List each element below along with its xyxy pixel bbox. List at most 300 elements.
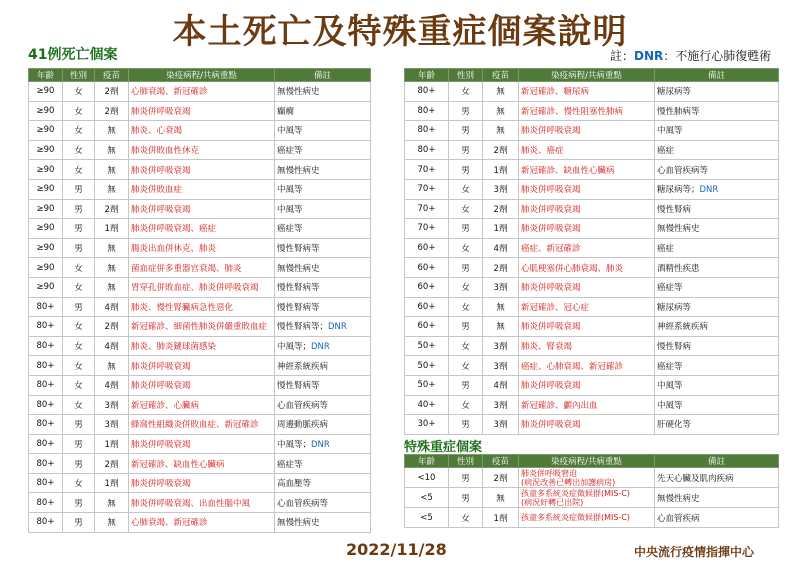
cell-disease: 肺炎併呼吸衰竭 xyxy=(129,375,275,395)
cell-disease: 肺炎併呼吸衰竭 xyxy=(519,375,655,395)
cell-vaccine: 無 xyxy=(95,160,129,180)
remark-text: 無慢性病史 xyxy=(277,165,320,176)
cell-disease: 肺炎併呼吸衰竭 xyxy=(129,101,275,121)
remark-text: 中風等； xyxy=(277,342,312,353)
cell-sex: 男 xyxy=(63,493,95,513)
remark-text: 神經系統疾病 xyxy=(657,322,709,333)
cell-remark xyxy=(655,238,779,258)
remark-text: 慢性腎病等 xyxy=(277,302,320,313)
cell-remark: 無慢性病史 xyxy=(655,488,779,508)
cell-remark xyxy=(275,199,371,219)
cell-age: ≥90 xyxy=(29,258,63,278)
cell-remark xyxy=(275,317,371,337)
cell-age: 80+ xyxy=(29,375,63,395)
cell-sex: 女 xyxy=(449,238,483,258)
cell-remark xyxy=(655,219,779,239)
cell-disease xyxy=(519,508,655,528)
cell-vaccine: 2劑 xyxy=(483,468,519,488)
table-row xyxy=(405,415,779,435)
header-remark: 備註 xyxy=(655,69,779,82)
cell-disease: 肺炎併呼吸衰竭 xyxy=(129,199,275,219)
cell-vaccine: 2劑 xyxy=(95,454,129,474)
cell-age: 60+ xyxy=(405,297,449,317)
cell-disease: 肺炎、心衰竭 xyxy=(129,121,275,141)
cell-sex: 女 xyxy=(449,179,483,199)
header-vaccine: 疫苗 xyxy=(95,69,129,82)
cell-sex: 男 xyxy=(63,219,95,239)
cell-sex: 男 xyxy=(449,317,483,337)
table-row xyxy=(405,336,779,356)
cell-sex: 女 xyxy=(63,82,95,102)
page-title: 本土死亡及特殊重症個案說明 xyxy=(172,12,628,52)
cell-remark: 心血管疾病 xyxy=(655,508,779,528)
cell-age: ≥90 xyxy=(29,219,63,239)
cell-disease: 蜂窩性組織炎併敗血症、新冠確診 xyxy=(129,415,275,435)
cell-vaccine: 3劑 xyxy=(95,415,129,435)
table-row xyxy=(405,219,779,239)
cell-disease: 胃穿孔併敗血症、肺炎併呼吸衰竭 xyxy=(129,277,275,297)
cell-sex: 男 xyxy=(449,488,483,508)
disease-line: (病況好轉已出院) xyxy=(521,497,584,507)
cell-remark xyxy=(275,160,371,180)
cell-age: ≥90 xyxy=(29,140,63,160)
special-row xyxy=(405,488,779,508)
table-row xyxy=(29,513,371,533)
cell-disease: 肺炎併呼吸衰竭 xyxy=(129,160,275,180)
header-age: 年齡 xyxy=(29,69,63,82)
cell-remark xyxy=(275,238,371,258)
remark-text: 中風等 xyxy=(277,126,303,137)
cell-vaccine: 無 xyxy=(483,297,519,317)
remark-text: 心血管疾病等 xyxy=(277,400,329,411)
cell-sex: 男 xyxy=(449,140,483,160)
cell-vaccine: 無 xyxy=(95,493,129,513)
table-row xyxy=(29,82,371,102)
cell-age: <10 xyxy=(405,468,449,488)
remark-text: 中風等 xyxy=(657,400,683,411)
table-row xyxy=(405,277,779,297)
header-vaccine: 疫苗 xyxy=(483,455,519,468)
remark-text: 糖尿病等 xyxy=(657,302,692,313)
cell-age: ≥90 xyxy=(29,277,63,297)
cell-sex: 女 xyxy=(63,473,95,493)
dnr-tag: DNR xyxy=(311,439,330,450)
cell-age: 80+ xyxy=(405,121,449,141)
cell-disease: 新冠確診、心臟病 xyxy=(129,395,275,415)
cell-disease: 新冠確診、顱內出血 xyxy=(519,395,655,415)
table-row xyxy=(405,317,779,337)
cell-remark xyxy=(655,277,779,297)
table-row xyxy=(29,297,371,317)
cell-sex: 女 xyxy=(63,317,95,337)
report-date: 2022/11/28 xyxy=(346,540,447,559)
cell-sex: 女 xyxy=(449,356,483,376)
cell-disease: 肺炎併呼吸衰竭 xyxy=(519,277,655,297)
death-cases-table-right xyxy=(404,68,779,435)
table-row xyxy=(405,121,779,141)
remark-text: 肝硬化等 xyxy=(657,420,692,431)
remark-text: 無慢性病史 xyxy=(277,87,320,98)
cell-remark xyxy=(655,336,779,356)
table-row xyxy=(29,179,371,199)
cell-remark xyxy=(275,277,371,297)
remark-text: 慢性腎病等 xyxy=(277,283,320,294)
cell-vaccine: 無 xyxy=(95,121,129,141)
cell-sex: 男 xyxy=(449,219,483,239)
cell-age: <5 xyxy=(405,508,449,528)
cell-sex: 女 xyxy=(449,395,483,415)
cell-sex: 男 xyxy=(63,454,95,474)
cell-disease: 肺炎併敗血症 xyxy=(129,179,275,199)
table-row xyxy=(29,356,371,376)
cell-vaccine: 3劑 xyxy=(483,395,519,415)
remark-text: 慢性腎病等 xyxy=(277,244,320,255)
cell-age: 30+ xyxy=(405,415,449,435)
issuer-name: 中央流行疫情指揮中心 xyxy=(634,545,755,559)
header-disease: 染疫病程/共病重點 xyxy=(129,69,275,82)
cell-vaccine: 2劑 xyxy=(95,199,129,219)
cell-age: 80+ xyxy=(29,395,63,415)
header-sex: 性別 xyxy=(63,69,95,82)
cell-remark xyxy=(275,101,371,121)
cell-disease: 肺炎併呼吸衰竭、癌症 xyxy=(129,219,275,239)
cell-remark xyxy=(275,297,371,317)
dnr-tag: DNR xyxy=(311,342,330,353)
cell-vaccine: 1劑 xyxy=(483,160,519,180)
cell-remark xyxy=(275,219,371,239)
table-row xyxy=(405,82,779,102)
cell-age: 60+ xyxy=(405,238,449,258)
cell-sex: 男 xyxy=(63,434,95,454)
cell-remark xyxy=(275,415,371,435)
cell-disease: 心肺衰竭、新冠確診 xyxy=(129,513,275,533)
cell-disease xyxy=(519,488,655,508)
cell-vaccine: 3劑 xyxy=(483,415,519,435)
remark-text: 中風等 xyxy=(657,126,683,137)
cell-sex: 男 xyxy=(63,513,95,533)
table-row xyxy=(29,434,371,454)
remark-text: 心血管疾病等 xyxy=(277,498,329,509)
death-cases-table-left xyxy=(28,68,371,533)
table-header-row xyxy=(405,69,779,82)
cell-sex: 男 xyxy=(449,415,483,435)
dnr-tag: DNR xyxy=(699,185,719,196)
cell-sex: 女 xyxy=(63,277,95,297)
cell-vaccine: 3劑 xyxy=(483,179,519,199)
special-row xyxy=(405,508,779,528)
cell-sex: 女 xyxy=(63,101,95,121)
cell-age: 50+ xyxy=(405,336,449,356)
disease-line: 孩童多系統炎症徵候群(MIS-C) xyxy=(521,488,631,498)
cell-age: 80+ xyxy=(29,454,63,474)
cell-disease: 肺炎併呼吸衰竭 xyxy=(129,356,275,376)
cell-sex: 男 xyxy=(449,101,483,121)
cell-disease: 新冠確診、缺血性心臟病 xyxy=(519,160,655,180)
cell-vaccine: 無 xyxy=(95,179,129,199)
remark-text: 心血管疾病等 xyxy=(657,165,709,176)
cell-remark xyxy=(275,140,371,160)
cell-vaccine: 2劑 xyxy=(95,317,129,337)
cell-vaccine: 3劑 xyxy=(483,336,519,356)
table-header-row xyxy=(29,69,371,82)
cell-vaccine: 4劑 xyxy=(95,336,129,356)
cell-remark xyxy=(655,356,779,376)
remark-text: 周邊動脈疾病 xyxy=(277,420,329,431)
cell-disease: 新冠確診、缺血性心臟病 xyxy=(129,454,275,474)
cell-sex: 女 xyxy=(63,356,95,376)
table-row xyxy=(29,277,371,297)
cell-disease: 新冠確診、細菌性肺炎併嚴重敗血症 xyxy=(129,317,275,337)
cell-disease: 腸炎出血併休克、肺炎 xyxy=(129,238,275,258)
cell-remark xyxy=(655,199,779,219)
table-row xyxy=(405,258,779,278)
cell-sex: 女 xyxy=(449,277,483,297)
dnr-tag: DNR xyxy=(328,322,347,333)
cell-vaccine: 無 xyxy=(95,277,129,297)
cell-vaccine: 1劑 xyxy=(483,219,519,239)
cell-vaccine: 無 xyxy=(95,140,129,160)
cell-remark xyxy=(655,395,779,415)
cell-remark xyxy=(275,82,371,102)
header-disease: 染疫病程/共病重點 xyxy=(519,69,655,82)
remark-text: 糖尿病等 xyxy=(657,87,692,98)
cell-disease: 肺炎併呼吸衰竭 xyxy=(519,219,655,239)
cell-sex: 男 xyxy=(63,238,95,258)
cell-age: 80+ xyxy=(405,140,449,160)
cell-disease: 肺炎併呼吸衰竭 xyxy=(519,415,655,435)
cell-vaccine: 無 xyxy=(95,238,129,258)
cell-vaccine: 1劑 xyxy=(95,219,129,239)
header-age: 年齡 xyxy=(405,455,449,468)
remark-text: 癌症等 xyxy=(657,283,683,294)
cell-age: 80+ xyxy=(29,434,63,454)
cell-sex: 女 xyxy=(63,160,95,180)
table-row xyxy=(29,317,371,337)
cell-remark xyxy=(275,356,371,376)
cell-sex: 女 xyxy=(63,336,95,356)
cell-sex: 男 xyxy=(63,179,95,199)
cell-sex: 男 xyxy=(449,375,483,395)
cell-disease: 心肺衰竭、新冠確診 xyxy=(129,82,275,102)
cell-vaccine: 3劑 xyxy=(483,356,519,376)
table-row xyxy=(29,415,371,435)
cell-vaccine: 無 xyxy=(483,82,519,102)
cell-remark: 先天心臟及肌肉疾病 xyxy=(655,468,779,488)
remark-text: 慢性腎病 xyxy=(657,342,692,353)
cell-vaccine: 無 xyxy=(483,101,519,121)
special-cases-title: 特殊重症個案 xyxy=(404,440,483,455)
cell-age: ≥90 xyxy=(29,238,63,258)
remark-text: 癌症等 xyxy=(277,146,303,157)
cell-age: 40+ xyxy=(405,395,449,415)
cell-sex: 女 xyxy=(449,508,483,528)
cell-disease: 肺炎、癌症 xyxy=(519,140,655,160)
cell-sex: 女 xyxy=(449,82,483,102)
cell-disease: 肺炎併呼吸衰竭 xyxy=(519,199,655,219)
cell-age: ≥90 xyxy=(29,160,63,180)
cell-vaccine: 1劑 xyxy=(95,434,129,454)
cell-sex: 女 xyxy=(449,336,483,356)
cell-remark xyxy=(655,82,779,102)
remark-text: 酒精性疾患 xyxy=(657,263,700,274)
death-cases-subtitle: 41例死亡個案 xyxy=(28,47,118,63)
cell-age: 60+ xyxy=(405,258,449,278)
cell-sex: 女 xyxy=(63,140,95,160)
remark-text: 中風等 xyxy=(657,381,683,392)
cell-age: 50+ xyxy=(405,356,449,376)
note-text: ：不施行心肺復甦術 xyxy=(663,49,772,63)
table-row xyxy=(29,493,371,513)
cell-remark xyxy=(275,258,371,278)
cell-vaccine: 無 xyxy=(483,488,519,508)
cell-vaccine: 4劑 xyxy=(95,297,129,317)
cell-age: ≥90 xyxy=(29,121,63,141)
cell-age: 80+ xyxy=(405,82,449,102)
cell-remark xyxy=(275,179,371,199)
cell-remark xyxy=(275,336,371,356)
cell-disease: 心肌梗塞併心肺衰竭、肺炎 xyxy=(519,258,655,278)
note-dnr: DNR xyxy=(634,49,664,63)
cell-remark xyxy=(655,415,779,435)
cell-disease: 肺炎併呼吸衰竭 xyxy=(129,434,275,454)
cell-remark xyxy=(275,121,371,141)
cell-remark xyxy=(275,473,371,493)
header-sex: 性別 xyxy=(449,455,483,468)
remark-text: 中風等 xyxy=(277,185,303,196)
disease-line: 肺炎併呼吸窘迫 xyxy=(521,468,577,478)
cell-vaccine: 無 xyxy=(95,356,129,376)
remark-text: 糖尿病等； xyxy=(657,185,700,196)
remark-text: 癌症等 xyxy=(657,361,683,372)
cell-disease: 癌症、心肺衰竭、新冠確診 xyxy=(519,356,655,376)
cell-age: 80+ xyxy=(29,513,63,533)
table-row xyxy=(405,101,779,121)
table-row xyxy=(29,238,371,258)
table-row xyxy=(29,375,371,395)
dnr-note xyxy=(610,47,771,64)
remark-text: 癌症 xyxy=(657,244,675,255)
remark-text: 癌症等 xyxy=(277,459,303,470)
cell-vaccine: 2劑 xyxy=(483,258,519,278)
table-row xyxy=(405,356,779,376)
cell-age: 80+ xyxy=(29,336,63,356)
table-row xyxy=(405,179,779,199)
cell-age: ≥90 xyxy=(29,101,63,121)
cell-disease: 肺炎併呼吸衰竭 xyxy=(519,179,655,199)
cell-remark xyxy=(275,395,371,415)
cell-sex: 男 xyxy=(63,199,95,219)
cell-remark xyxy=(275,513,371,533)
cell-sex: 男 xyxy=(449,160,483,180)
cell-vaccine: 4劑 xyxy=(483,238,519,258)
table-row xyxy=(405,297,779,317)
cell-age: 80+ xyxy=(29,317,63,337)
cell-age: 80+ xyxy=(29,297,63,317)
cell-age: 70+ xyxy=(405,179,449,199)
cell-age: 80+ xyxy=(29,473,63,493)
cell-vaccine: 3劑 xyxy=(483,277,519,297)
cell-vaccine: 1劑 xyxy=(95,473,129,493)
disease-line: 孩童多系統炎症徵候群(MIS-C) xyxy=(521,513,631,522)
cell-disease: 新冠確診、慢性阻塞性肺病 xyxy=(519,101,655,121)
cell-remark xyxy=(655,297,779,317)
cell-disease: 菌血症併多重器官衰竭、肺炎 xyxy=(129,258,275,278)
cell-age: ≥90 xyxy=(29,199,63,219)
table-row xyxy=(29,219,371,239)
cell-vaccine: 2劑 xyxy=(95,82,129,102)
remark-text: 中風等； xyxy=(277,439,312,450)
cell-disease: 癌症、新冠確診 xyxy=(519,238,655,258)
table-row xyxy=(29,258,371,278)
table-row xyxy=(29,160,371,180)
table-row xyxy=(29,395,371,415)
cell-vaccine: 2劑 xyxy=(95,101,129,121)
cell-vaccine: 3劑 xyxy=(95,395,129,415)
cell-sex: 女 xyxy=(63,258,95,278)
cell-sex: 男 xyxy=(63,415,95,435)
cell-sex: 女 xyxy=(63,375,95,395)
cell-disease: 肺炎併呼吸衰竭 xyxy=(519,317,655,337)
cell-disease: 新冠確診、冠心症 xyxy=(519,297,655,317)
cell-vaccine: 無 xyxy=(483,121,519,141)
cell-age: 70+ xyxy=(405,160,449,180)
table-row xyxy=(405,238,779,258)
cell-age: ≥90 xyxy=(29,82,63,102)
cell-disease: 肺炎併呼吸衰竭、出血性腦中風 xyxy=(129,493,275,513)
remark-text: 無慢性病史 xyxy=(657,224,700,235)
cell-vaccine: 無 xyxy=(95,513,129,533)
remark-text: 慢性肺病等 xyxy=(657,106,700,117)
remark-text: 無慢性病史 xyxy=(277,518,320,529)
cell-age: 80+ xyxy=(405,101,449,121)
remark-text: 癌症等 xyxy=(277,224,303,235)
remark-text: 高血壓等 xyxy=(277,479,312,490)
cell-sex: 女 xyxy=(63,395,95,415)
table-row xyxy=(405,140,779,160)
header-sex: 性別 xyxy=(449,69,483,82)
cell-remark xyxy=(275,493,371,513)
note-prefix: 註： xyxy=(610,49,635,63)
cell-remark xyxy=(655,160,779,180)
cell-age: 80+ xyxy=(29,415,63,435)
remark-text: 癌症 xyxy=(657,146,675,157)
special-row xyxy=(405,468,779,488)
table-row xyxy=(405,395,779,415)
cell-disease: 肺炎併呼吸衰竭 xyxy=(129,473,275,493)
remark-text: 癲癇 xyxy=(277,106,295,117)
table-row xyxy=(405,199,779,219)
cell-age: 80+ xyxy=(29,356,63,376)
cell-age: 80+ xyxy=(29,493,63,513)
cell-sex: 男 xyxy=(449,121,483,141)
table-row xyxy=(405,160,779,180)
remark-text: 中風等 xyxy=(277,204,303,215)
cell-vaccine: 2劑 xyxy=(483,199,519,219)
cell-remark xyxy=(655,317,779,337)
cell-vaccine: 無 xyxy=(95,258,129,278)
cell-remark xyxy=(275,454,371,474)
cell-sex: 女 xyxy=(449,199,483,219)
remark-text: 神經系統疾病 xyxy=(277,361,329,372)
cell-sex: 男 xyxy=(63,297,95,317)
table-row xyxy=(405,375,779,395)
remark-text: 慢性腎病等； xyxy=(277,322,329,333)
disease-line: (病況改善已轉出加護病房) xyxy=(521,477,616,487)
cell-remark xyxy=(655,258,779,278)
remark-text: 無慢性病史 xyxy=(277,263,320,274)
cell-remark xyxy=(655,375,779,395)
cell-vaccine: 4劑 xyxy=(483,375,519,395)
